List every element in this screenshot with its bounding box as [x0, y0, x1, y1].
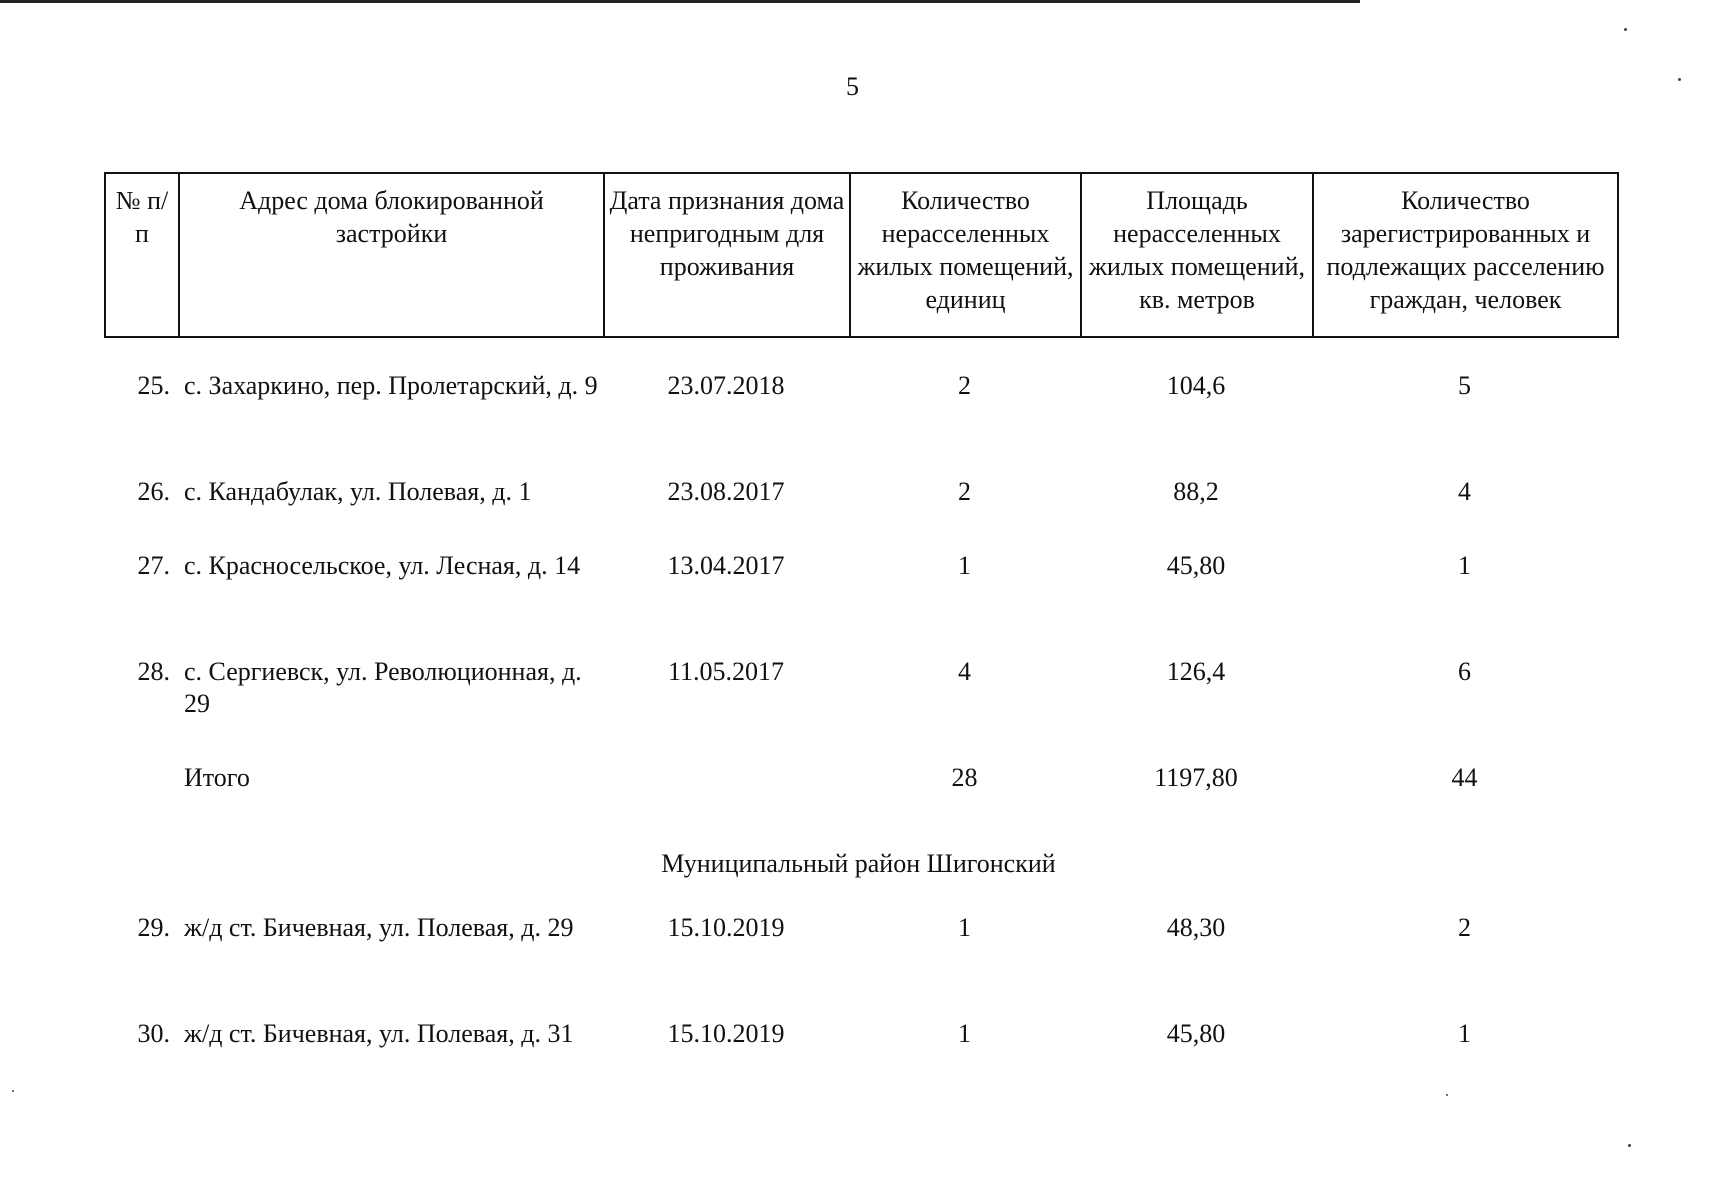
- row-area: 45,80: [1166, 551, 1226, 580]
- total-spacer: [104, 756, 178, 842]
- row-area: 104,6: [1166, 371, 1226, 400]
- table-row: [104, 364, 1617, 470]
- scan-speck: [12, 1090, 14, 1092]
- total-people: 44: [1451, 763, 1478, 792]
- row-address: ж/д ст. Бичевная, ул. Полевая, д. 31: [184, 1019, 574, 1048]
- header-people: Количество зарегистрированных и подлежащих расселению граждан, человек: [1313, 173, 1618, 337]
- scan-speck: [1628, 1144, 1631, 1147]
- row-date: 11.05.2017: [667, 657, 785, 686]
- row-address: с. Сергиевск, ул. Революционная, д. 29: [184, 657, 582, 718]
- row-units: 2: [958, 371, 971, 400]
- header-address: Адрес дома блокированной застройки: [179, 173, 604, 337]
- row-address: ж/д ст. Бичевная, ул. Полевая, д. 29: [184, 913, 574, 942]
- total-units: 28: [951, 763, 978, 792]
- row-date: 15.10.2019: [667, 1019, 785, 1048]
- row-number: 26.: [137, 477, 170, 506]
- row-address: с. Захаркино, пер. Пролетарский, д. 9: [184, 371, 598, 400]
- row-number: 28.: [137, 657, 170, 686]
- table-body: [104, 364, 1617, 1118]
- section-row: [104, 842, 1617, 906]
- top-rule: [0, 0, 1360, 3]
- row-people: 2: [1458, 913, 1471, 942]
- row-units: 1: [958, 913, 971, 942]
- row-area: 126,4: [1166, 657, 1226, 686]
- section-title: Муниципальный район Шигонский: [661, 849, 1056, 878]
- total-area: 1197,80: [1154, 763, 1238, 792]
- row-number: 30.: [137, 1019, 170, 1048]
- table-row: [104, 544, 1617, 650]
- row-date: 13.04.2017: [667, 551, 785, 580]
- total-label: Итого: [184, 763, 250, 792]
- row-date: 15.10.2019: [667, 913, 785, 942]
- row-number: 25.: [137, 371, 170, 400]
- row-number: 27.: [137, 551, 170, 580]
- header-date: Дата признания дома непригодным для проживания: [604, 173, 850, 337]
- table-row: [104, 650, 1617, 756]
- header-row: [105, 173, 1618, 337]
- table-row: [104, 906, 1617, 1012]
- page-number: 5: [846, 72, 859, 101]
- row-units: 1: [958, 551, 971, 580]
- row-number: 29.: [137, 913, 170, 942]
- row-area: 48,30: [1166, 913, 1226, 942]
- row-date: 23.08.2017: [667, 477, 785, 506]
- scan-speck: [1446, 1094, 1448, 1096]
- row-people: 1: [1458, 1019, 1471, 1048]
- table-row: [104, 1012, 1617, 1118]
- row-address: с. Красносельское, ул. Лесная, д. 14: [184, 551, 581, 580]
- row-date: 23.07.2018: [667, 371, 785, 400]
- table-row: [104, 470, 1617, 544]
- header-number: № п/п: [105, 173, 179, 337]
- header-units: Количество нерасселенных жилых помещений, единиц: [850, 173, 1081, 337]
- row-units: 4: [958, 657, 971, 686]
- row-people: 5: [1458, 371, 1471, 400]
- scan-speck: [1678, 78, 1681, 81]
- row-people: 4: [1458, 477, 1471, 506]
- row-units: 2: [958, 477, 971, 506]
- row-address: с. Кандабулак, ул. Полевая, д. 1: [184, 477, 532, 506]
- total-date-spacer: [603, 756, 849, 842]
- total-row: [104, 756, 1617, 842]
- scan-speck: [1624, 28, 1627, 31]
- row-people: 1: [1458, 551, 1471, 580]
- row-units: 1: [958, 1019, 971, 1048]
- row-area: 88,2: [1173, 477, 1219, 506]
- row-people: 6: [1458, 657, 1471, 686]
- table-header: [104, 172, 1619, 338]
- row-area: 45,80: [1166, 1019, 1226, 1048]
- header-area: Площадь нерасселенных жилых помещений, кв. метров: [1081, 173, 1313, 337]
